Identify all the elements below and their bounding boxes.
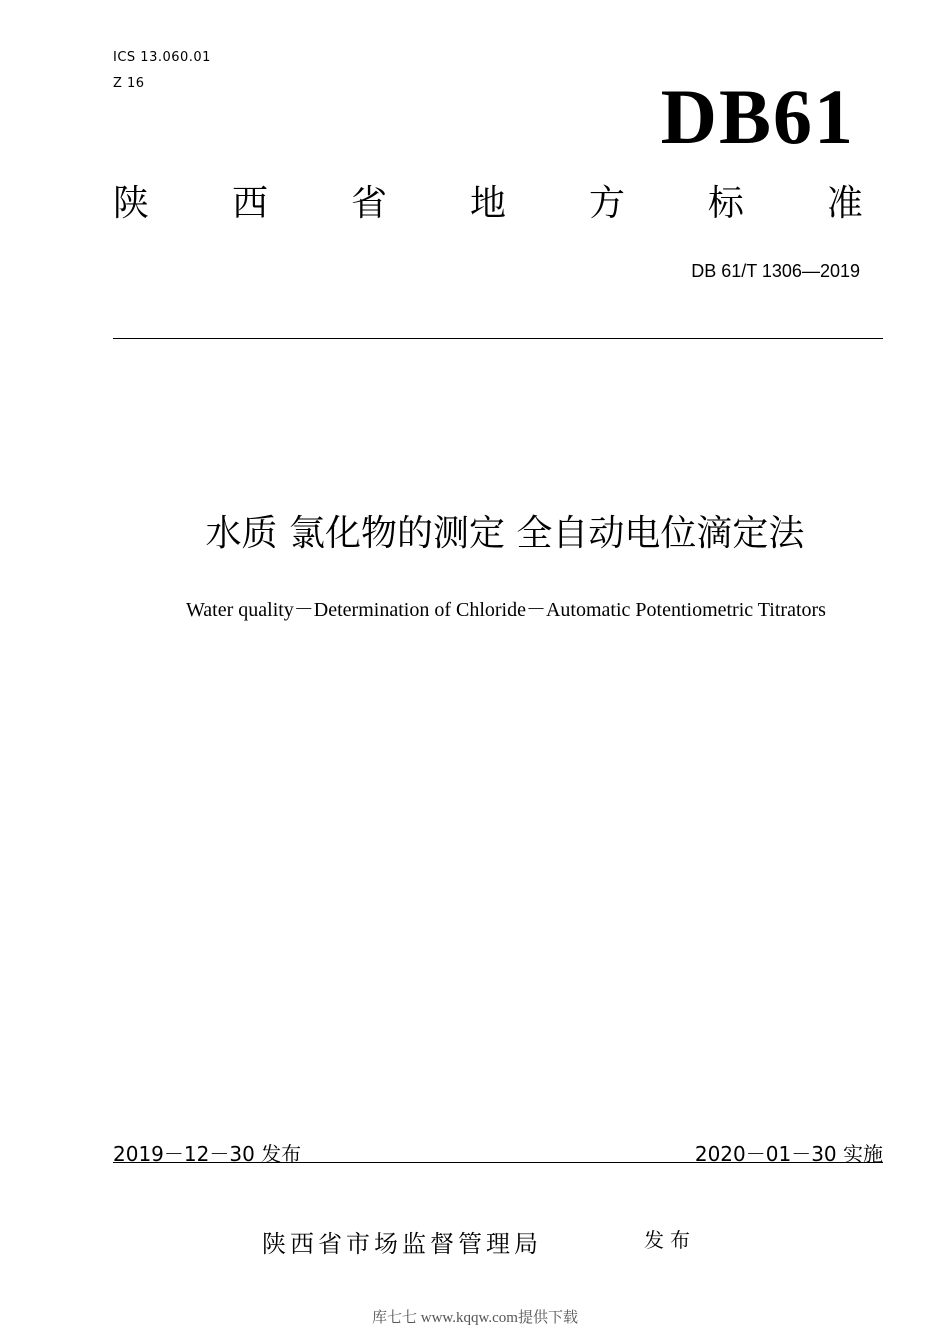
classification-code: Z 16 [113, 76, 145, 91]
standard-type-char: 西 [231, 183, 268, 224]
footer-watermark: 库七七 www.kqqw.com提供下载 [372, 1310, 578, 1326]
standard-type-heading [113, 183, 863, 224]
title-chinese: 水质 氯化物的测定 全自动电位滴定法 [205, 513, 805, 554]
implement-date: 2020－01－30 实施 [694, 1142, 883, 1166]
standard-number: DB 61/T 1306—2019 [691, 261, 860, 281]
standard-type-char: 地 [469, 183, 506, 224]
publish-date: 2019－12－30 发布 [113, 1142, 302, 1166]
title-english: Water quality－Determination of Chloride－Automatic Potentiometric Titrators [186, 599, 826, 621]
standard-type-char: 方 [588, 183, 625, 224]
standard-type-char: 准 [826, 183, 863, 224]
bottom-divider [113, 1162, 883, 1163]
issuer-action: 发布 [644, 1228, 696, 1252]
standard-type-char: 陕 [113, 183, 150, 224]
ics-code: ICS 13.060.01 [113, 50, 211, 65]
top-divider [113, 338, 883, 339]
db-logo: DB61 [660, 73, 855, 160]
standard-type-char: 省 [350, 183, 387, 224]
issuer-name: 陕西省市场监督管理局 [262, 1230, 542, 1258]
standard-type-char: 标 [707, 183, 744, 224]
